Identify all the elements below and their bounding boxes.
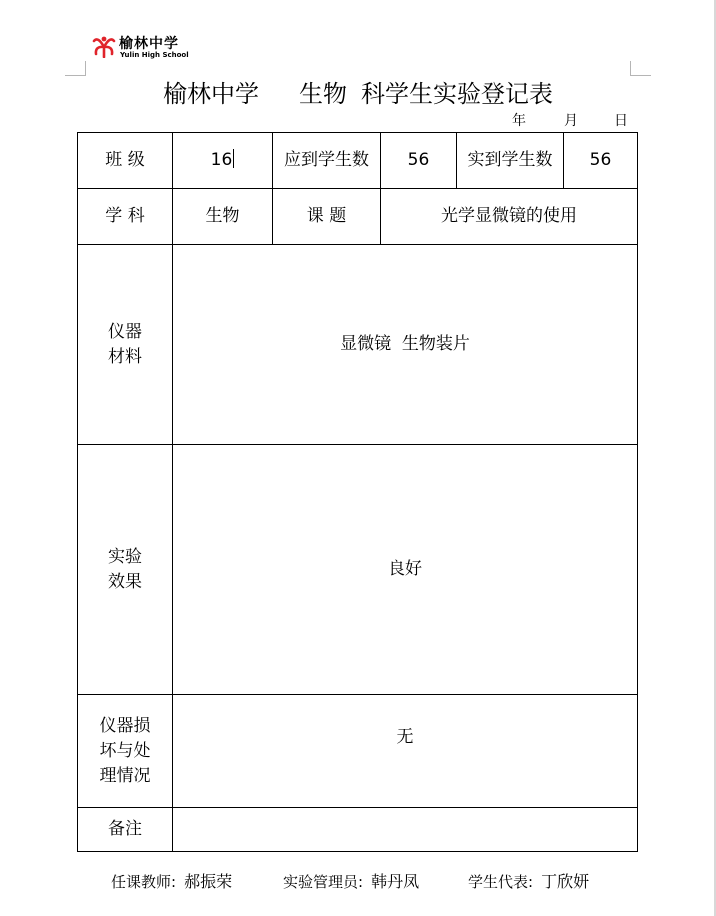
teacher-label: 任课教师: [111, 873, 177, 891]
title-subject: 生物 [299, 80, 347, 108]
date-day-label: 日 [614, 113, 628, 129]
manager-name: 韩丹凤 [371, 872, 420, 891]
logo-english-text: Yulin High School [120, 51, 189, 59]
date-month-label: 月 [564, 113, 578, 129]
table-row [78, 695, 638, 808]
subject-label: 学 科 [78, 189, 173, 245]
effect-value[interactable]: 良好 [173, 445, 638, 695]
topic-value[interactable]: 光学显微镜的使用 [381, 189, 638, 245]
effect-label [78, 445, 173, 695]
damage-label [78, 695, 173, 808]
school-logo [92, 32, 202, 62]
damage-label-line-2: 坏与处 [99, 740, 151, 761]
equipment-label [78, 245, 173, 445]
manager-signature [283, 872, 419, 892]
school-logo-icon [92, 34, 116, 58]
manager-label: 实验管理员: [283, 873, 364, 891]
table-row [78, 245, 638, 445]
actual-students-label: 实到学生数 [457, 133, 564, 189]
equipment-label-line-2: 材料 [108, 346, 142, 367]
damage-value[interactable]: 无 [173, 695, 638, 808]
date-year-label: 年 [512, 113, 526, 129]
registration-form-table [77, 132, 638, 852]
logo-chinese-text: 榆林中学 [119, 36, 179, 52]
expected-students-value[interactable]: 56 [381, 133, 457, 189]
subject-value[interactable]: 生物 [173, 189, 273, 245]
table-row [78, 133, 638, 189]
class-value-cell[interactable] [173, 133, 273, 189]
student-signature [468, 872, 589, 892]
remarks-value[interactable] [173, 808, 638, 852]
corner-mark-left [65, 61, 86, 76]
table-row [78, 445, 638, 695]
table-row [78, 808, 638, 852]
text-cursor [233, 149, 234, 168]
class-value: 16 [210, 150, 233, 170]
teacher-signature [111, 872, 232, 892]
expected-students-label: 应到学生数 [273, 133, 381, 189]
effect-label-line-2: 效果 [108, 571, 142, 592]
actual-students-value[interactable]: 56 [564, 133, 638, 189]
page-title [0, 78, 716, 110]
equipment-value[interactable]: 显微镜 生物装片 [173, 245, 638, 445]
effect-label-line-1: 实验 [108, 546, 142, 567]
table-row [78, 189, 638, 245]
student-name: 丁欣妍 [541, 872, 590, 891]
remarks-label: 备注 [78, 808, 173, 852]
title-school: 榆林中学 [163, 80, 259, 108]
corner-mark-right [630, 61, 651, 76]
class-label: 班 级 [78, 133, 173, 189]
teacher-name: 郝振荣 [184, 872, 233, 891]
student-label: 学生代表: [468, 873, 534, 891]
damage-label-line-1: 仪器损 [99, 715, 151, 736]
equipment-label-line-1: 仪器 [108, 321, 142, 342]
topic-label: 课 题 [273, 189, 381, 245]
title-text: 科学生实验登记表 [361, 80, 553, 108]
damage-label-line-3: 理情况 [99, 765, 151, 786]
